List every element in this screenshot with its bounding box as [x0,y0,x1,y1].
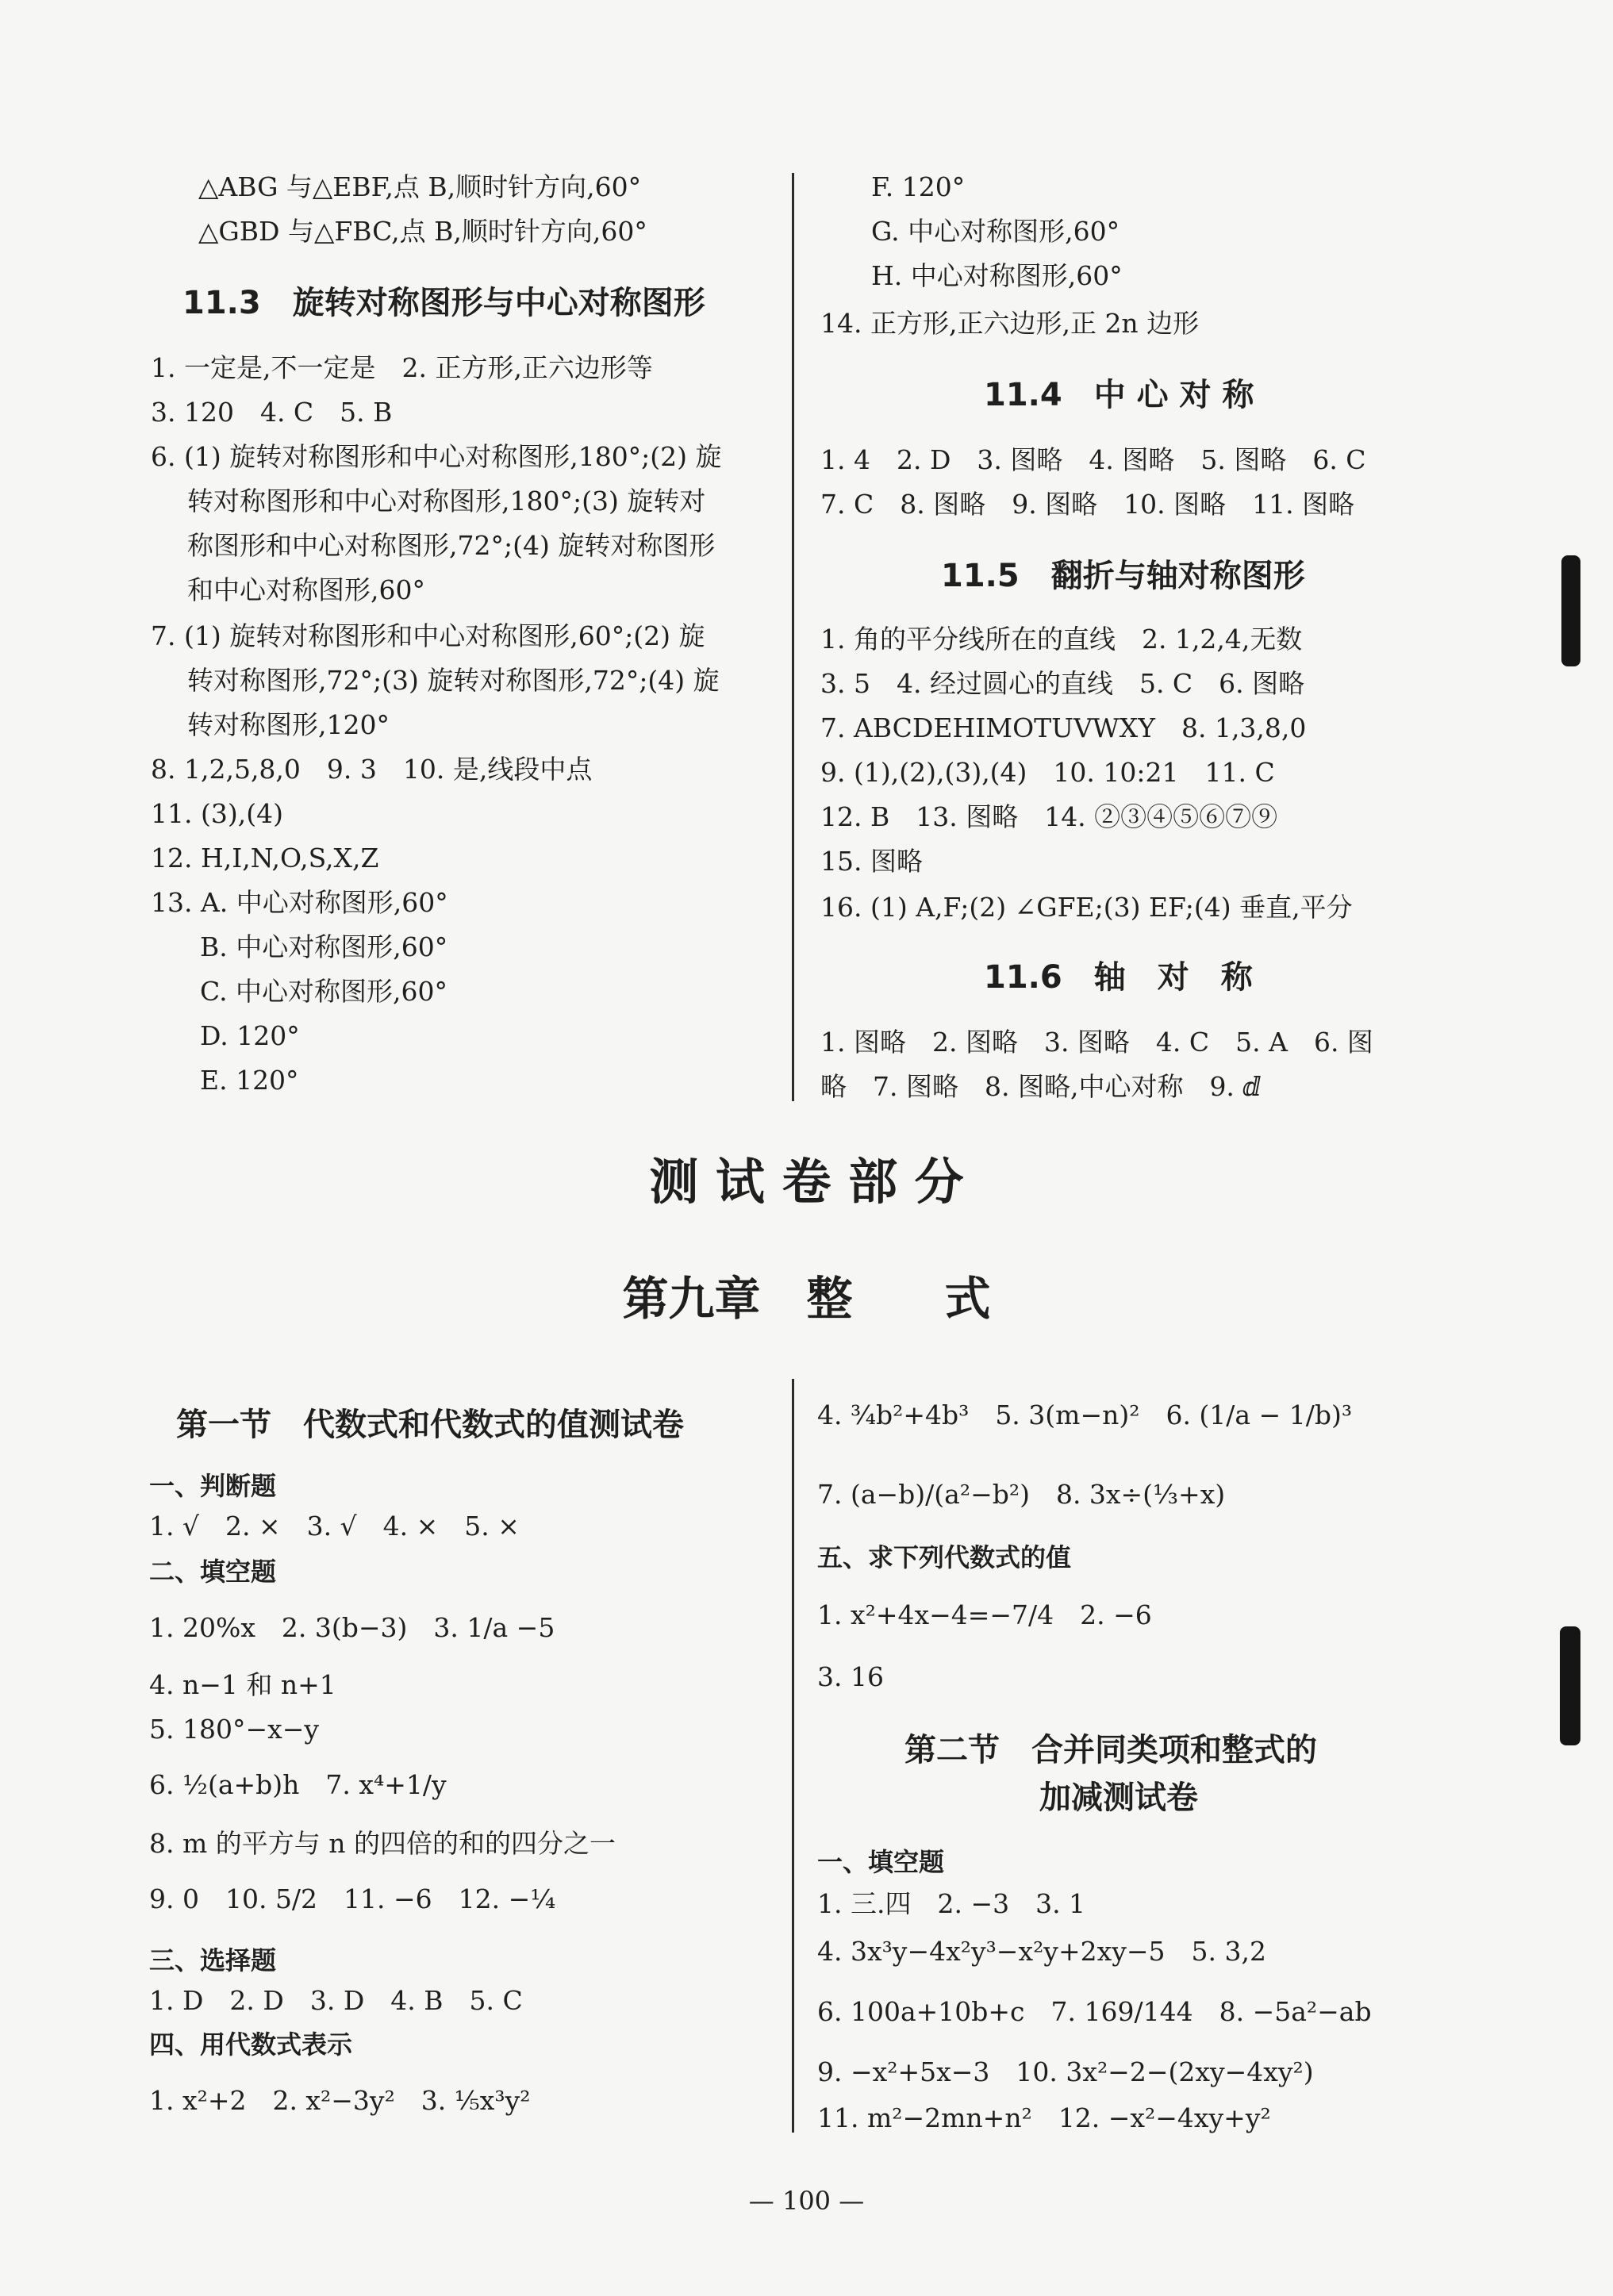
page-number: — 100 — [748,2186,865,2216]
answer-line: 7. ABCDEHIMOTUVWXY 8. 1,3,8,0 [820,712,1307,743]
answer-line: 6. (1) 旋转对称图形和中心对称图形,180°;(2) 旋 [151,441,722,472]
answer-line: 11. m²−2mn+n² 12. −x²−4xy+y² [817,2102,1271,2133]
answer-line: G. 中心对称图形,60° [871,216,1120,247]
answer-line: 7. (a−b)/(a²−b²) 8. 3x÷(⅓+x) [817,1479,1226,1510]
answer-line: 6. ½(a+b)h 7. x⁴+1/y [149,1769,447,1800]
section-title-9-2-line2: 加减测试卷 [1039,1780,1198,1816]
column-divider-top [792,173,794,1101]
section-title-11-5: 11.5 翻折与轴对称图形 [941,558,1305,594]
question-type-heading: 四、用代数式表示 [149,2029,353,2060]
answer-line: 8. m 的平方与 n 的四倍的和的四分之一 [149,1828,616,1859]
scan-mark [1561,555,1580,666]
answer-line: 13. A. 中心对称图形,60° [151,887,448,918]
answer-line: 1. 角的平分线所在的直线 2. 1,2,4,无数 [820,624,1303,655]
answer-line: F. 120° [871,171,966,202]
answer-line: 6. 100a+10b+c 7. 169/144 8. −5a²−ab [817,1996,1372,2027]
question-type-heading: 三、选择题 [149,1945,277,1975]
answer-line: 1. 图略 2. 图略 3. 图略 4. C 5. A 6. 图 [820,1027,1373,1058]
answer-line: 1. 三.四 2. −3 3. 1 [817,1888,1086,1919]
answer-line: 和中心对称图形,60° [187,574,425,605]
scan-mark [1560,1626,1580,1745]
answer-line: 3. 5 4. 经过圆心的直线 5. C 6. 图略 [820,668,1305,699]
answer-line: 7. C 8. 图略 9. 图略 10. 图略 11. 图略 [820,489,1355,520]
column-divider-bottom [792,1379,794,2133]
answer-line: 16. (1) A,F;(2) ∠GFE;(3) EF;(4) 垂直,平分 [820,892,1353,923]
answer-line: 7. (1) 旋转对称图形和中心对称图形,60°;(2) 旋 [151,620,705,651]
answer-line: H. 中心对称图形,60° [871,260,1123,291]
section-title-11-3: 11.3 旋转对称图形与中心对称图形 [182,285,705,321]
answer-line: 14. 正方形,正六边形,正 2n 边形 [820,308,1200,339]
answer-line: B. 中心对称图形,60° [200,931,448,962]
chapter-title: 第九章 整 式 [622,1272,991,1326]
question-type-heading: 二、填空题 [149,1557,277,1587]
section-title-9-2: 第二节 合并同类项和整式的 [904,1732,1317,1768]
answer-line: 4. n−1 和 n+1 [149,1669,336,1700]
answer-line: 1. 一定是,不一定是 2. 正方形,正六边形等 [151,352,653,383]
answer-line: 4. ¾b²+4b³ 5. 3(m−n)² 6. (1/a − 1/b)³ [817,1399,1353,1430]
answer-line: 1. √ 2. × 3. √ 4. × 5. × [149,1511,520,1542]
answer-line: 15. 图略 [820,846,923,877]
answer-line: 8. 1,2,5,8,0 9. 3 10. 是,线段中点 [151,754,593,785]
section-title-9-1: 第一节 代数式和代数式的值测试卷 [176,1407,684,1443]
answer-line: 11. (3),(4) [151,798,283,829]
answer-line: 转对称图形,120° [187,709,390,740]
answer-line: 1. 20%x 2. 3(b−3) 3. 1/a −5 [149,1612,555,1643]
answer-line: 1. x²+2 2. x²−3y² 3. ⅕x³y² [149,2085,531,2116]
answer-line: 1. 4 2. D 3. 图略 4. 图略 5. 图略 6. C [820,444,1366,475]
part-title: 测 试 卷 部 分 [649,1153,964,1211]
section-title-11-4: 11.4 中 心 对 称 [984,377,1254,413]
answer-line: 5. 180°−x−y [149,1714,320,1745]
answer-line: D. 120° [200,1020,300,1051]
answer-line: E. 120° [200,1065,299,1096]
answer-line: 12. H,I,N,O,S,X,Z [151,843,379,873]
answer-line: 3. 120 4. C 5. B [151,397,393,428]
answer-line: 4. 3x³y−4x²y³−x²y+2xy−5 5. 3,2 [817,1936,1266,1967]
answer-line: 略 7. 图略 8. 图略,中心对称 9. ⅆ [820,1071,1262,1102]
answer-line: 12. B 13. 图略 14. ②③④⑤⑥⑦⑨ [820,801,1278,832]
answer-line: C. 中心对称图形,60° [200,976,448,1007]
question-type-heading: 五、求下列代数式的值 [817,1542,1072,1572]
answer-line: 3. 16 [817,1661,884,1692]
answer-line: 9. (1),(2),(3),(4) 10. 10:21 11. C [820,757,1275,788]
answer-line: 1. x²+4x−4=−7/4 2. −6 [817,1599,1152,1630]
question-type-heading: 一、填空题 [817,1847,945,1877]
section-title-11-6: 11.6 轴 对 称 [984,959,1253,996]
answer-line: △ABG 与△EBF,点 B,顺时针方向,60° [198,171,642,202]
answer-line: 称图形和中心对称图形,72°;(4) 旋转对称图形 [187,530,716,561]
answer-line: 9. −x²+5x−3 10. 3x²−2−(2xy−4xy²) [817,2056,1314,2087]
question-type-heading: 一、判断题 [149,1471,277,1501]
answer-line: △GBD 与△FBC,点 B,顺时针方向,60° [198,216,647,247]
answer-line: 转对称图形和中心对称图形,180°;(3) 旋转对 [187,486,706,516]
answer-line: 转对称图形,72°;(3) 旋转对称图形,72°;(4) 旋 [187,665,720,696]
answer-line: 9. 0 10. 5/2 11. −6 12. −¼ [149,1883,556,1914]
answer-line: 1. D 2. D 3. D 4. B 5. C [149,1985,523,2016]
